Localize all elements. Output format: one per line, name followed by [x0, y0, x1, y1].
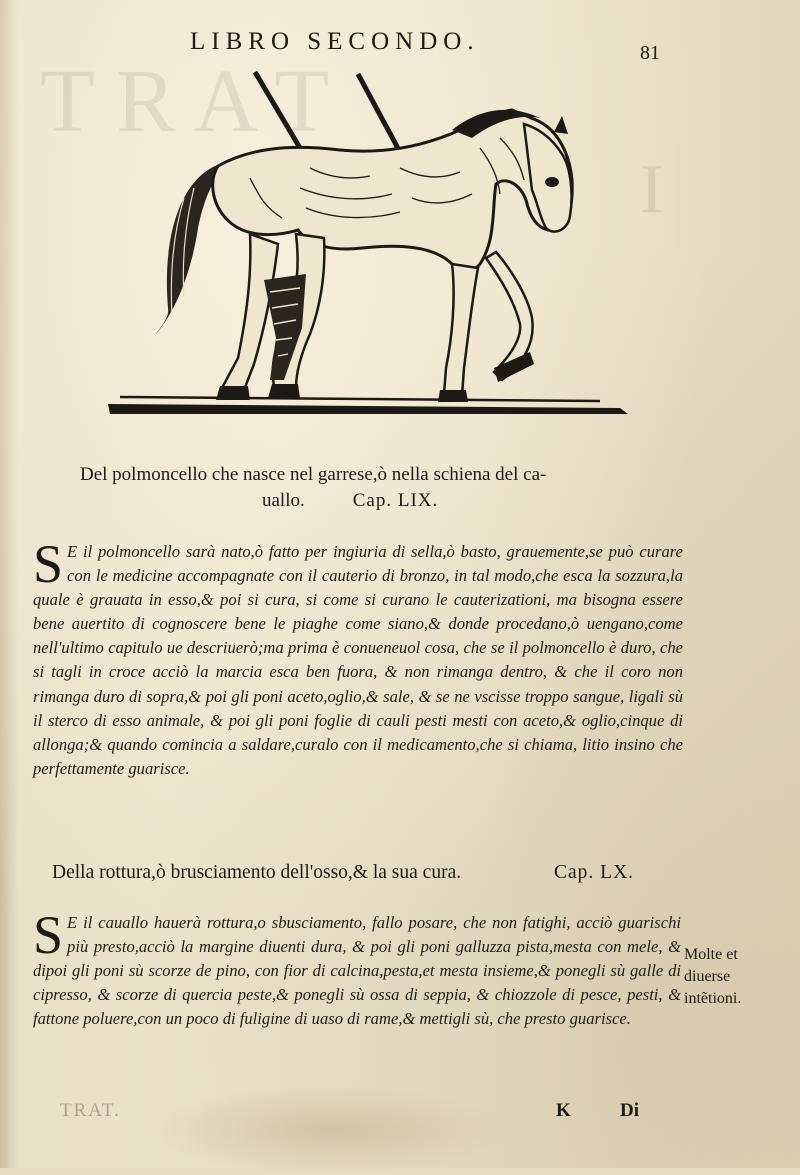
catchword: Di: [620, 1100, 639, 1121]
chapter-59-text: [33, 534, 683, 781]
dropcap-s-2: S: [33, 905, 64, 965]
dropcap-s: S: [33, 534, 64, 594]
horse-woodcut-illustration: [100, 68, 640, 438]
show-through-decoration: T R A T: [40, 52, 330, 151]
show-through-footer: TRAT.: [60, 1100, 121, 1121]
marginal-note: Molte et diuerse intẽtioni.: [684, 946, 742, 1007]
folio-number: 81: [640, 42, 660, 64]
show-through-decoration-2: I: [640, 151, 664, 228]
chapter-60-heading: [52, 862, 692, 884]
paper-stain: [150, 1085, 510, 1175]
chapter-number-60: Cap. LX.: [554, 862, 635, 883]
caption-word: uallo.: [262, 490, 305, 511]
signature-mark: K: [556, 1100, 571, 1121]
chapter-60-title: Della rottura,ò brusciamento dell'osso,& la sua cura.: [52, 862, 462, 883]
running-header: LIBRO SECONDO.: [190, 28, 480, 55]
chapter-number-59: Cap. LIX.: [352, 490, 439, 511]
chapter-59-body: E il polmoncello sarà nato,ò fatto per ingiuria di sella,ò basto, grauemente,se può curare con le medicine accompagnate con il cauterio di bronzo, in tal modo,che esca la sozzura,la quale è grauata in esso,& poi si cura, si come si curano le cauterizationi, ma bisogna essere bene auertito di cognoscere bene le piaghe come siano,& donde procedano,ò uengano,come nell'ultimo capitulo ue descriuerò;ma prima è conueneuol cosa, che se il polmoncello è duro, che si tagli in croce acciò la marcia esca ben fuora, & non rimanga dentro, & che il coro non rimanga duro di sopra,& poi gli poni aceto,oglio,& sale, & se ne vscisse troppo sangue, ligali sù il sterco di esso animale, & poi gli poni foglie di cauli pesti mesti con aceto,& oglio,cinque di allonga;& quando comincia a saldare,curalo con il medicamento,che si chiama, litio insino che perfettamente guarisce.: [33, 542, 683, 778]
caption-line-1: Del polmoncello che nasce nel garrese,ò nella schiena del ca-: [80, 464, 547, 485]
chapter-60-body: E il cauallo hauerà rottura,o sbusciamento, fallo posare, che non fatighi, acciò guarischi più presto,acciò la margine diuenti dura, & poi gli poni galluzza pista,mesta con mele, & dipoi gli poni sù scorze de pino, con fior di calcina,pesta,et mesta insieme,& ponegli sù galle di cipresso, & scorze di quercia peste,& ponegli sù ossa di seppia, & chiozzole di pesce, pesti, & fattone poluere,con un poco di fuligine di uaso di rame,& mettigli sù, che presto guarisce.: [33, 913, 681, 1028]
figure-caption: [80, 462, 680, 514]
chapter-60-text: [33, 905, 681, 1031]
caption-line-2: [80, 488, 680, 514]
